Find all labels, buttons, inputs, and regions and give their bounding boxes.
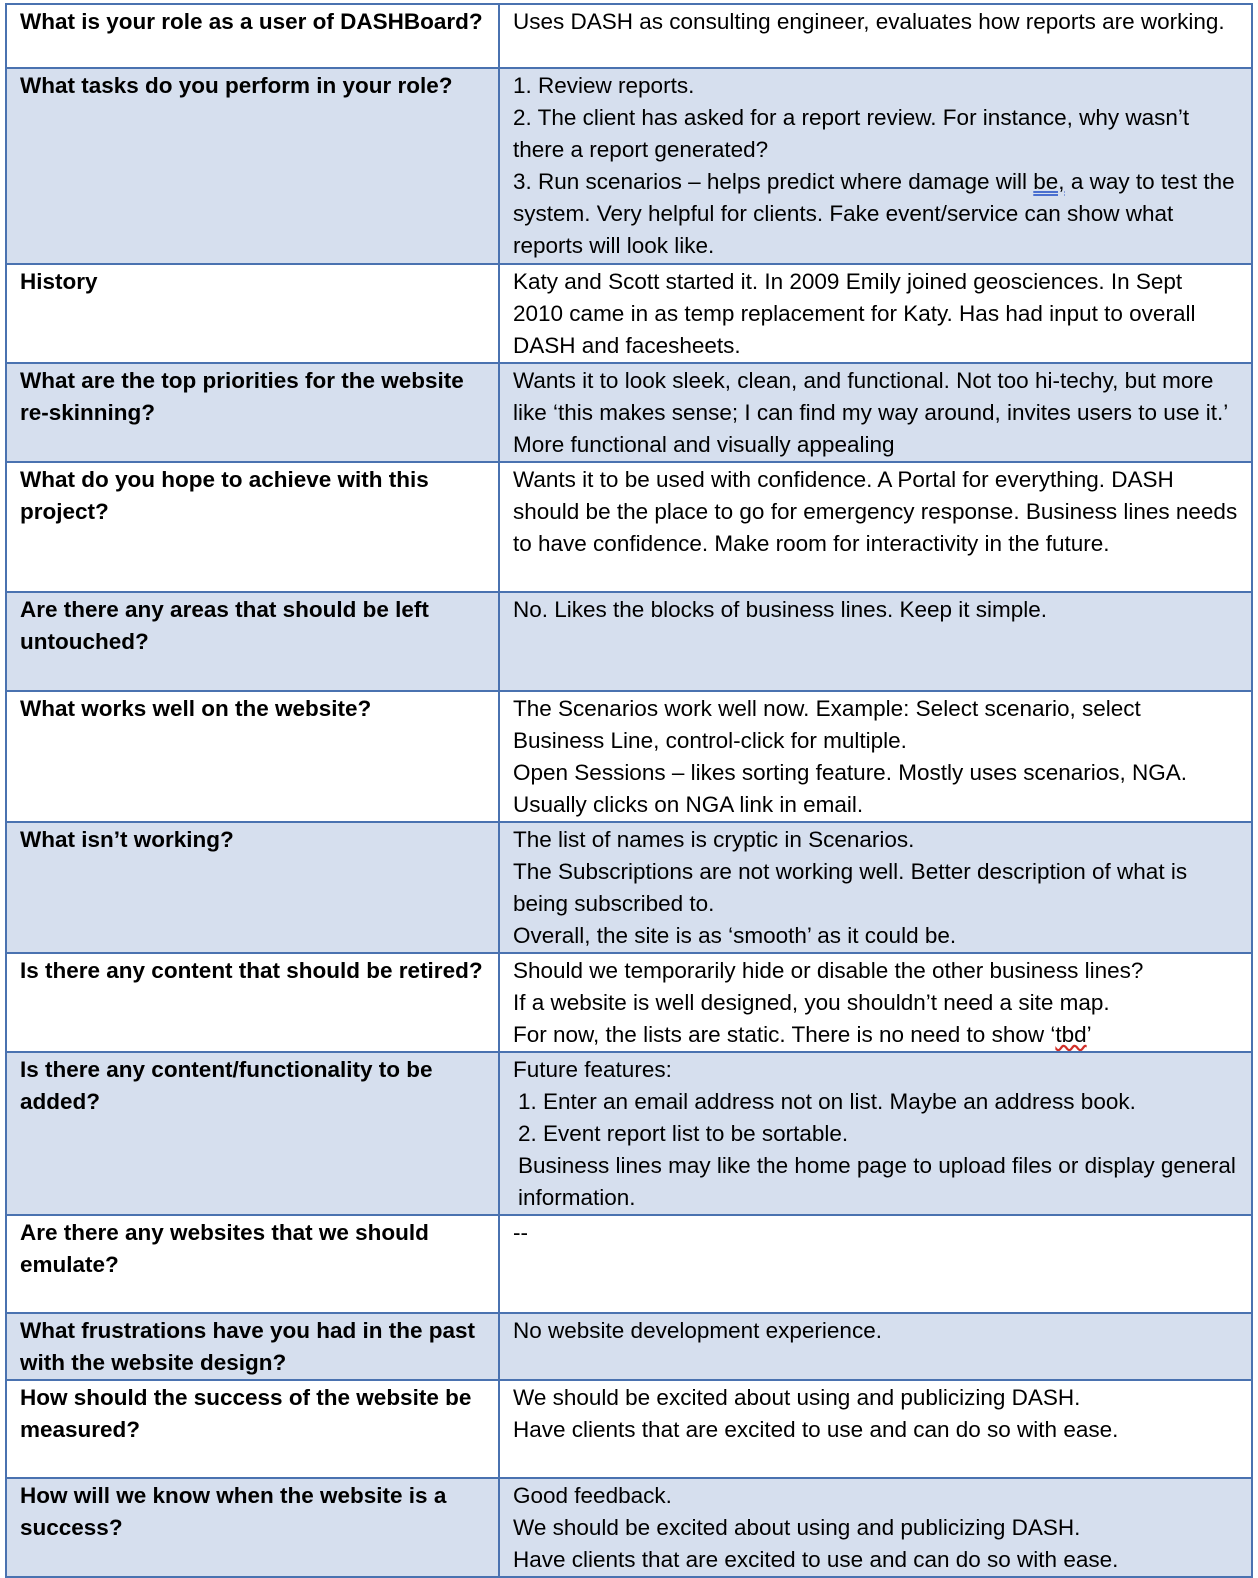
- answer-line: 1. Review reports.: [513, 73, 695, 98]
- answer-cell: [499, 953, 1252, 1052]
- answer-line: Open Sessions – likes sorting feature. Mostly uses scenarios, NGA. Usually clicks on NGA link in email.: [513, 760, 1188, 817]
- answer-text: ’: [1086, 1022, 1092, 1047]
- answer-line: Katy and Scott started it. In 2009 Emily joined geosciences. In Sept 2010 came in as temp replacement for Katy. Has had input to overall DASH and facesheets.: [513, 269, 1196, 358]
- answer-line: We should be excited about using and publicizing DASH.: [513, 1515, 1081, 1540]
- table-row: [6, 953, 1252, 1052]
- question-cell: What do you hope to achieve with this project?: [6, 462, 499, 592]
- question-cell: What frustrations have you had in the past with the website design?: [6, 1313, 499, 1380]
- answer-line: Future features:: [513, 1057, 672, 1082]
- question-cell: How will we know when the website is a success?: [6, 1478, 499, 1577]
- answer-cell: [499, 1052, 1252, 1215]
- table-row: [6, 4, 1252, 68]
- answer-cell: [499, 363, 1252, 462]
- table-row: [6, 1215, 1252, 1313]
- answer-text: a way to test the system. Very helpful for clients. Fake event/service can show what reports will look like.: [513, 169, 1235, 258]
- answer-line: [513, 1019, 1238, 1051]
- table-row: [6, 363, 1252, 462]
- answer-line: Wants it to look sleek, clean, and functional. Not too hi-techy, but more like ‘this makes sense; I can find my way around, invites users to use it.’ More functional and visually appealing: [513, 368, 1228, 457]
- answer-line: Wants it to be used with confidence. A Portal for everything. DASH should be the place to go for emergency response. Business lines needs to have confidence. Make room for interactivity in the future.: [513, 467, 1238, 556]
- answer-line: 1. Enter an email address not on list. Maybe an address book.: [518, 1089, 1136, 1114]
- answer-cell: [499, 822, 1252, 953]
- answer-cell: [499, 1313, 1252, 1380]
- answer-line: If a website is well designed, you shouldn’t need a site map.: [513, 990, 1110, 1015]
- table-row: [6, 592, 1252, 691]
- answer-line: The Subscriptions are not working well. Better description of what is being subscribed to.: [513, 859, 1188, 916]
- answer-cell: [499, 264, 1252, 363]
- answer-line: Overall, the site is as ‘smooth’ as it could be.: [513, 923, 957, 948]
- table-row: [6, 1052, 1252, 1215]
- answer-text: 3. Run scenarios – helps predict where damage will: [513, 169, 1034, 194]
- answer-line: --: [513, 1220, 528, 1245]
- table-row: [6, 1380, 1252, 1478]
- question-cell: What isn’t working?: [6, 822, 499, 953]
- question-cell: Are there any areas that should be left untouched?: [6, 592, 499, 691]
- table-row: [6, 691, 1252, 822]
- answer-cell: [499, 68, 1252, 264]
- answer-cell: [499, 1380, 1252, 1478]
- answer-line: No. Likes the blocks of business lines. Keep it simple.: [513, 597, 1048, 622]
- question-cell: What are the top priorities for the website re-skinning?: [6, 363, 499, 462]
- table-row: [6, 1313, 1252, 1380]
- table-row: [6, 68, 1252, 264]
- answer-cell: [499, 462, 1252, 592]
- answer-text: For now, the lists are static. There is no need to show ‘: [513, 1022, 1056, 1047]
- answer-line: Uses DASH as consulting engineer, evaluates how reports are working.: [513, 9, 1225, 34]
- answer-line: The list of names is cryptic in Scenarios.: [513, 827, 915, 852]
- answer-line: 2. The client has asked for a report review. For instance, why wasn’t there a report generated?: [513, 105, 1190, 162]
- answer-cell: [499, 691, 1252, 822]
- answer-line: [513, 166, 1238, 262]
- answer-line: Should we temporarily hide or disable the other business lines?: [513, 958, 1144, 983]
- question-cell: What works well on the website?: [6, 691, 499, 822]
- answer-line: The Scenarios work well now. Example: Select scenario, select Business Line, control-click for multiple.: [513, 696, 1141, 753]
- question-cell: Is there any content that should be retired?: [6, 953, 499, 1052]
- answer-line: No website development experience.: [513, 1318, 882, 1343]
- question-cell: History: [6, 264, 499, 363]
- answer-cell: [499, 4, 1252, 68]
- answer-cell: [499, 1215, 1252, 1313]
- interview-table: [5, 3, 1253, 1578]
- answer-line: Have clients that are excited to use and can do so with ease.: [513, 1547, 1119, 1572]
- question-cell: How should the success of the website be measured?: [6, 1380, 499, 1478]
- table-row: [6, 264, 1252, 363]
- table-row: [6, 1478, 1252, 1577]
- question-cell: What tasks do you perform in your role?: [6, 68, 499, 264]
- answer-cell: [499, 1478, 1252, 1577]
- answer-line: Have clients that are excited to use and can do so with ease.: [513, 1417, 1119, 1442]
- question-cell: What is your role as a user of DASHBoard?: [6, 4, 499, 68]
- answer-cell: [499, 592, 1252, 691]
- spelling-flag-text: tbd: [1055, 1022, 1087, 1047]
- answer-line: Good feedback.: [513, 1483, 672, 1508]
- grammar-flag-text: be,: [1033, 169, 1065, 194]
- answer-line: We should be excited about using and publicizing DASH.: [513, 1385, 1081, 1410]
- table-row: [6, 462, 1252, 592]
- answer-line: 2. Event report list to be sortable.: [518, 1121, 849, 1146]
- question-cell: Are there any websites that we should emulate?: [6, 1215, 499, 1313]
- answer-line: Business lines may like the home page to upload files or display general information.: [518, 1153, 1236, 1210]
- question-cell: Is there any content/functionality to be added?: [6, 1052, 499, 1215]
- table-row: [6, 822, 1252, 953]
